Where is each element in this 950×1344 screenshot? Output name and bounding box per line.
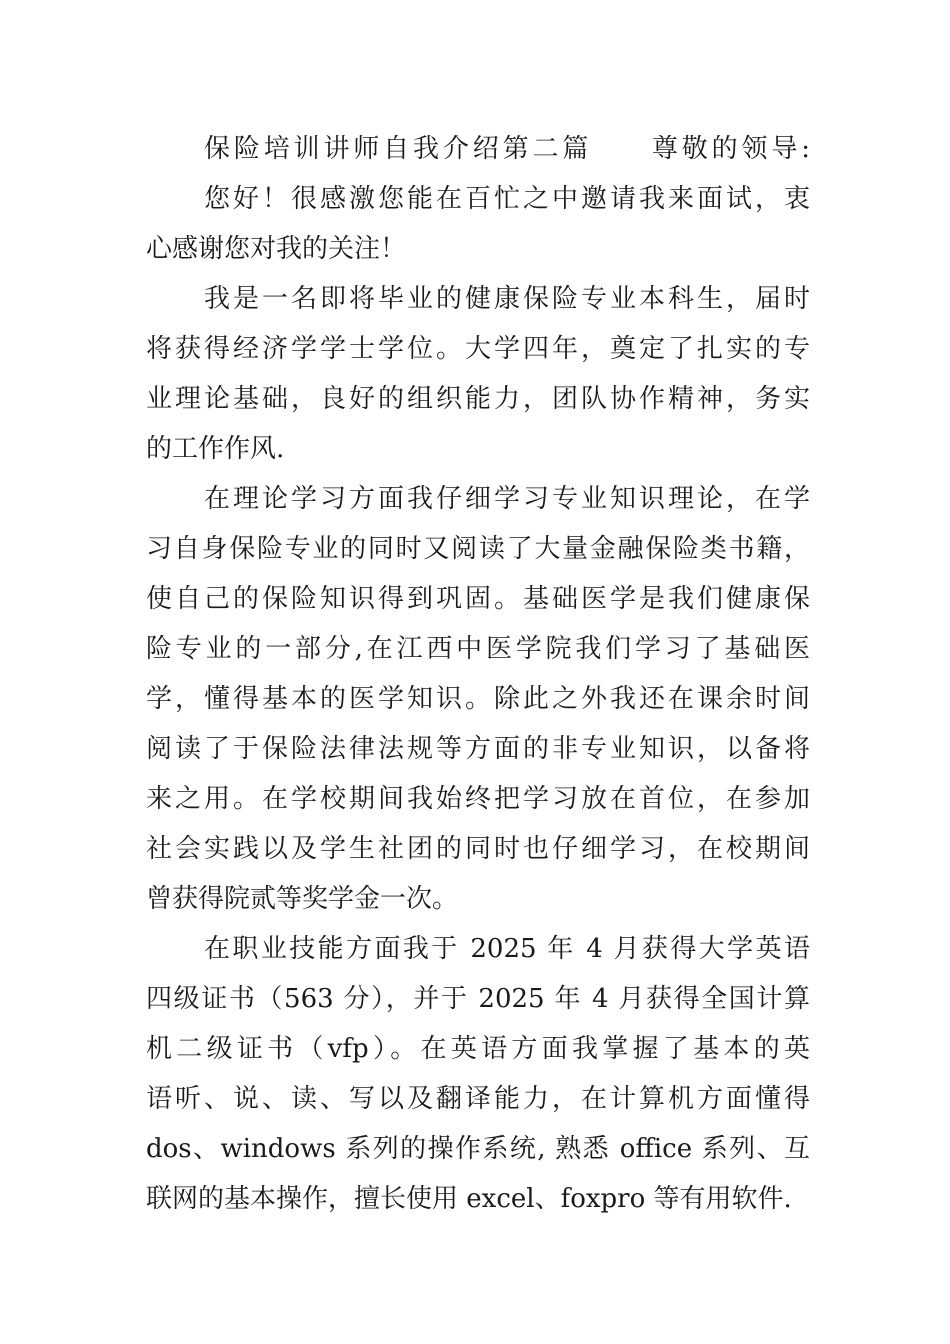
text-line: 学，懂得基本的医学知识。除此之外我还在课余时间 bbox=[146, 684, 810, 714]
text-line: 来之用。在学校期间我始终把学习放在首位，在参加 bbox=[146, 784, 810, 814]
text-line: 将获得经济学学士学位。大学四年，奠定了扎实的专 bbox=[146, 334, 810, 364]
text-line: 的工作作风. bbox=[146, 434, 285, 464]
text-line: 保险培训讲师自我介绍第二篇 尊敬的领导: bbox=[204, 134, 810, 164]
text-line: 阅读了于保险法律法规等方面的非专业知识，以备将 bbox=[146, 734, 810, 764]
text-line: 机二级证书（vfp）。在英语方面我掌握了基本的英 bbox=[146, 1034, 810, 1064]
text-line: 险专业的一部分,在江西中医学院我们学习了基础医 bbox=[146, 634, 810, 664]
text-line: 我是一名即将毕业的健康保险专业本科生，届时 bbox=[204, 284, 810, 314]
text-line: 在职业技能方面我于 2025 年 4 月获得大学英语 bbox=[204, 934, 810, 964]
text-line: 社会实践以及学生社团的同时也仔细学习，在校期间 bbox=[146, 834, 810, 864]
text-line: 心感谢您对我的关注！ bbox=[146, 234, 407, 264]
text-line: 在理论学习方面我仔细学习专业知识理论，在学 bbox=[204, 484, 810, 514]
text-line: 联网的基本操作，擅长使用 excel、foxpro 等有用软件. bbox=[146, 1184, 792, 1214]
text-line: 曾获得院贰等奖学金一次。 bbox=[146, 884, 459, 914]
text-line: 语听、说、读、写以及翻译能力，在计算机方面懂得 bbox=[146, 1084, 810, 1114]
text-line: 习自身保险专业的同时又阅读了大量金融保险类书籍， bbox=[146, 534, 810, 564]
text-line: 使自己的保险知识得到巩固。基础医学是我们健康保 bbox=[146, 584, 810, 614]
text-line: dos、windows 系列的操作系统, 熟悉 office 系列、互 bbox=[146, 1134, 810, 1164]
text-line: 您好！很感激您能在百忙之中邀请我来面试，衷 bbox=[204, 184, 810, 214]
text-line: 业理论基础，良好的组织能力，团队协作精神，务实 bbox=[146, 384, 810, 414]
text-line: 四级证书（563 分），并于 2025 年 4 月获得全国计算 bbox=[146, 984, 810, 1014]
